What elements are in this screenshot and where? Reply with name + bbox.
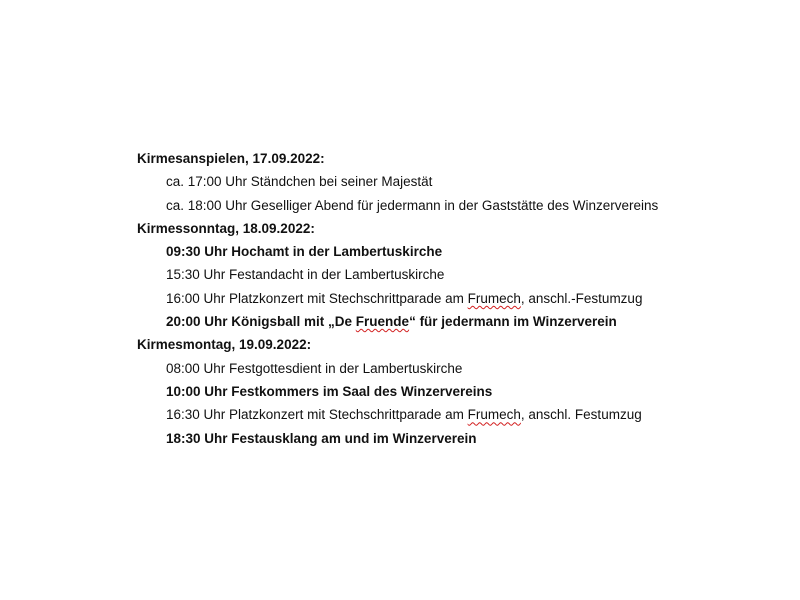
day-heading-kirmesmontag: Kirmesmontag, 19.09.2022:	[137, 337, 312, 353]
event-item: ca. 17:00 Uhr Ständchen bei seiner Majestät	[166, 174, 433, 190]
spellcheck-flagged-word: Frumech	[467, 290, 521, 306]
day-heading-kirmesanspielen: Kirmesanspielen, 17.09.2022:	[137, 151, 325, 166]
event-item	[137, 406, 737, 429]
spellcheck-flagged-word: Fruende	[355, 314, 410, 330]
event-item-text: “ für jedermann im Winzerverein	[409, 314, 617, 330]
event-item-text: 20:00 Uhr Königsball mit „De	[166, 314, 356, 330]
event-item-text: , anschl.-Festumzug	[520, 290, 643, 306]
event-item-text: , anschl. Festumzug	[520, 407, 642, 423]
event-item-text: 16:30 Uhr Platzkonzert mit Stechschrittparade am	[166, 407, 468, 423]
event-item: 10:00 Uhr Festkommers im Saal des Winzervereins	[166, 383, 493, 399]
event-schedule	[137, 150, 737, 453]
event-item-text: 16:00 Uhr Platzkonzert mit Stechschrittparade am	[166, 290, 468, 306]
event-item: 18:30 Uhr Festausklang am und im Winzerverein	[166, 430, 477, 446]
event-item: 15:30 Uhr Festandacht in der Lambertuskirche	[166, 267, 445, 283]
event-item: ca. 18:00 Uhr Geselliger Abend für jedermann in der Gaststätte des Winzervereins	[166, 197, 659, 213]
event-item: 08:00 Uhr Festgottesdient in der Lambertuskirche	[166, 360, 463, 376]
event-item	[137, 313, 737, 336]
event-item: 09:30 Uhr Hochamt in der Lambertuskirche	[166, 244, 443, 260]
spellcheck-flagged-word: Frumech	[467, 407, 521, 423]
day-heading-kirmessonntag: Kirmessonntag, 18.09.2022:	[137, 220, 315, 236]
event-item	[137, 290, 737, 313]
